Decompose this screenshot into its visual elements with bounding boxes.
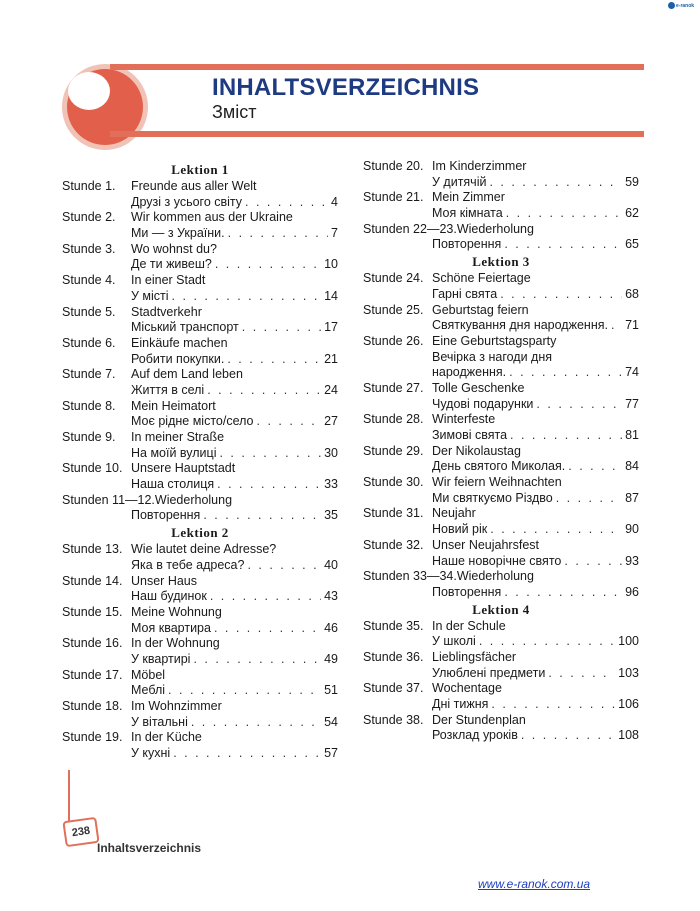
- toc-entry[interactable]: [363, 412, 639, 443]
- entry-title-uk: народження.: [432, 365, 507, 380]
- lesson-number: Stunde 6.: [62, 335, 116, 350]
- lesson-number: Stunde 24.: [363, 271, 424, 286]
- toc-entry-sub-row: [62, 558, 338, 574]
- toc-entry-title-row: [363, 159, 639, 175]
- lesson-number: Stunde 4.: [62, 273, 116, 288]
- toc-entry-title-row: [363, 475, 639, 491]
- lesson-number: Stunde 2.: [62, 210, 116, 225]
- dot-leader: [172, 289, 322, 305]
- dot-leader: [490, 522, 622, 538]
- lesson-number: Stunde 26.: [363, 333, 424, 348]
- toc-entry-title-row: [62, 305, 338, 321]
- toc-entry-title-row: [62, 574, 338, 590]
- toc-entry-title-row: [363, 271, 639, 287]
- entry-title-de: Meine Wohnung: [131, 604, 222, 619]
- dot-leader: [214, 621, 321, 637]
- toc-entry[interactable]: [62, 399, 338, 430]
- dot-leader: [257, 414, 322, 430]
- dot-leader: [210, 589, 321, 605]
- logo-icon: [668, 2, 675, 9]
- dot-leader: [228, 226, 328, 242]
- toc-entry[interactable]: [363, 303, 639, 334]
- lesson-number: Stunde 17.: [62, 667, 123, 682]
- entry-title-de: Mein Zimmer: [432, 190, 505, 205]
- entry-title-de: Wiederholung: [154, 492, 233, 507]
- page-ref: 33: [324, 477, 338, 492]
- entry-title-de: Lieblingsfächer: [432, 649, 517, 664]
- dot-leader: [215, 257, 321, 273]
- lesson-number: Stunde 31.: [363, 506, 424, 521]
- entry-title-de: Möbel: [131, 667, 166, 682]
- entry-title-uk: Улюблені предмети: [432, 665, 546, 680]
- toc-entry-sub-row: [363, 666, 639, 682]
- header-bottom-rule: [110, 131, 644, 137]
- entry-title-uk: Яка в тебе адреса?: [131, 557, 245, 572]
- page-ref: 43: [324, 589, 338, 604]
- page-ref: 35: [324, 508, 338, 523]
- dot-leader: [203, 508, 321, 524]
- toc-entry-title-row: [62, 699, 338, 715]
- lesson-number: Stunde 19.: [62, 730, 123, 745]
- entry-title-uk-line1: Вечірка з нагоди дня: [432, 349, 553, 364]
- entry-title-uk: Моя квартира: [131, 620, 211, 635]
- toc-entry[interactable]: [62, 699, 338, 730]
- entry-title-uk: Меблі: [131, 683, 166, 698]
- page-ref: 17: [324, 320, 338, 335]
- page-ref: 81: [625, 428, 639, 442]
- entry-title-uk: Ми святкуємо Різдво: [432, 490, 553, 505]
- entry-title-uk: На моїй вулиці: [131, 445, 217, 460]
- lesson-number: Stunde 37.: [363, 681, 424, 696]
- toc-entry-sub-row: [363, 554, 639, 570]
- toc-entry-title-row: [363, 538, 639, 554]
- entry-title-uk: Де ти живеш?: [131, 257, 212, 272]
- lesson-number: Stunde 36.: [363, 649, 424, 664]
- toc-entry-sub-row: [62, 715, 338, 731]
- toc-entry[interactable]: [363, 334, 639, 381]
- page-ref: 49: [324, 651, 338, 666]
- page-ref: 21: [324, 351, 338, 366]
- entry-title-de: In einer Stadt: [131, 273, 206, 288]
- lesson-number: Stunde 32.: [363, 537, 424, 552]
- page-ref: 106: [618, 697, 639, 711]
- dot-leader: [521, 728, 615, 744]
- toc-entry-sub-row: [363, 522, 639, 538]
- toc-entry-title-row: [62, 430, 338, 446]
- dot-leader: [247, 558, 321, 574]
- dot-leader: [191, 715, 321, 731]
- entry-title-de: Im Wohnzimmer: [131, 699, 222, 713]
- lesson-number: Stunde 8.: [62, 398, 116, 413]
- entry-title-de: In der Schule: [432, 618, 506, 633]
- entry-title-uk: Моє рідне місто/село: [131, 414, 254, 429]
- lesson-number: Stunde 29.: [363, 443, 424, 458]
- entry-title-uk: Наш будинок: [131, 589, 207, 604]
- toc-entry-sub-row: [363, 491, 639, 507]
- dot-leader: [536, 397, 622, 413]
- dot-leader: [491, 697, 615, 713]
- toc-entry-sub-row: [363, 728, 639, 744]
- toc-entry-sub-row: [363, 585, 639, 601]
- lesson-number: Stunde 5.: [62, 304, 116, 319]
- toc-entry-title-row: [62, 461, 338, 477]
- lesson-number: Stunde 14.: [62, 573, 123, 588]
- toc-entry-sub-row: [62, 352, 338, 368]
- toc-entry-sub-row: [363, 287, 639, 303]
- toc-entry-title-row: [62, 367, 338, 383]
- dot-leader: [193, 652, 321, 668]
- entry-title-uk: Друзі з усього світу: [131, 194, 243, 209]
- toc-entry-sub-row: [363, 397, 639, 413]
- dot-leader: [568, 459, 622, 475]
- toc-entry-title-row: [62, 179, 338, 195]
- toc-entry[interactable]: [363, 444, 639, 475]
- header-circle-cut: [68, 72, 110, 110]
- lesson-number: Stunden 33—34.: [363, 569, 457, 584]
- entry-title-uk: У дитячій: [432, 174, 487, 189]
- page-ref: 77: [625, 396, 639, 411]
- toc-entry-title-row: [62, 542, 338, 558]
- entry-title-de: In meiner Straße: [131, 430, 225, 444]
- toc-entry-sub-row: [363, 206, 639, 222]
- toc-entry-title-row: [62, 273, 338, 289]
- toc-entry-title-row: [363, 190, 639, 206]
- page-ref: 54: [324, 714, 338, 729]
- entry-title-uk: Повторення: [432, 584, 502, 599]
- toc-entry[interactable]: [62, 430, 338, 461]
- lesson-number: Stunde 13.: [62, 542, 123, 557]
- toc-entry[interactable]: [62, 367, 338, 398]
- toc-entry[interactable]: [363, 681, 639, 712]
- footer-vertical-rule: [68, 770, 70, 828]
- entry-title-de: Auf dem Land leben: [131, 367, 243, 382]
- dot-leader: [510, 428, 622, 444]
- lesson-heading: Lektion 2: [171, 525, 229, 541]
- toc-entry-sub-row: [62, 195, 338, 211]
- lesson-number: Stunde 38.: [363, 712, 424, 727]
- toc-entry-sub-row: [363, 318, 639, 334]
- toc-entry-sub-row: [62, 446, 338, 462]
- page-ref: 46: [324, 620, 338, 635]
- lesson-heading: Lektion 4: [472, 601, 530, 617]
- toc-entry-title-row: [62, 210, 338, 226]
- page-ref: 100: [618, 634, 639, 649]
- entry-title-uk: У квартирі: [131, 651, 191, 666]
- toc-entry-title-row: [363, 412, 639, 428]
- entry-title-de: Der Stundenplan: [432, 712, 526, 727]
- page-ref: 65: [625, 237, 639, 252]
- toc-entry-sub-row: [62, 414, 338, 430]
- toc-entry-sub-row: [62, 652, 338, 668]
- toc-entry-title-row: [62, 730, 338, 746]
- toc-entry[interactable]: [363, 538, 639, 569]
- entry-title-de: Wiederholung: [456, 221, 534, 236]
- toc-entry[interactable]: [363, 569, 639, 600]
- entry-title-uk: У місті: [131, 288, 169, 303]
- entry-title-de: Wir feiern Weihnachten: [432, 475, 562, 490]
- toc-entry[interactable]: [62, 730, 338, 761]
- page-ref: 71: [625, 318, 639, 333]
- toc-entry-title-row: [62, 336, 338, 352]
- entry-title-uk: У вітальні: [131, 714, 188, 729]
- page-ref: 30: [324, 445, 338, 460]
- page-ref: 24: [324, 382, 338, 397]
- page-number-badge: 238: [62, 817, 99, 847]
- toc-entry[interactable]: [363, 506, 639, 537]
- dot-leader: [168, 683, 321, 699]
- toc-entry[interactable]: [62, 273, 338, 304]
- toc-entry-sub-row: [363, 697, 639, 713]
- lesson-number: Stunde 1.: [62, 179, 116, 193]
- entry-title-de: In der Wohnung: [131, 636, 220, 651]
- entry-title-uk: Наша столиця: [131, 477, 215, 492]
- entry-title-uk: Зимові свята: [432, 428, 508, 442]
- dot-leader: [219, 446, 321, 462]
- entry-title-uk: Гарні свята: [432, 286, 498, 301]
- toc-entry-sub-row: [62, 289, 338, 305]
- dot-leader: [207, 383, 321, 399]
- toc-entry[interactable]: [363, 650, 639, 681]
- toc-entry[interactable]: [363, 381, 639, 412]
- toc-entry-sub-row: [62, 508, 338, 524]
- toc-entry-sub-row: [62, 683, 338, 699]
- entry-title-uk: Наше новорічне свято: [432, 553, 562, 568]
- toc-entry-title-row: [363, 619, 639, 635]
- toc-entry-sub-row: [363, 634, 639, 650]
- lesson-number: Stunde 18.: [62, 699, 123, 713]
- toc-entry[interactable]: [62, 461, 338, 492]
- dot-leader: [227, 352, 321, 368]
- entry-title-uk: Ми — з України.: [131, 226, 225, 241]
- entry-title-uk: День святого Миколая.: [432, 459, 566, 474]
- lesson-number: Stunde 28.: [363, 412, 424, 427]
- entry-title-de: Mein Heimatort: [131, 398, 216, 413]
- toc-entry-sub-row: [363, 428, 639, 444]
- dot-leader: [548, 666, 615, 682]
- toc-entry[interactable]: [363, 619, 639, 650]
- entry-title-de: Schöne Feiertage: [432, 271, 531, 286]
- entry-title-de: Unser Haus: [131, 573, 197, 588]
- entry-title-de: Winterfeste: [432, 412, 496, 427]
- toc-entry[interactable]: [62, 210, 338, 241]
- toc-entry[interactable]: [62, 605, 338, 636]
- dot-leader: [245, 195, 328, 211]
- toc-entry-sub-row: [62, 477, 338, 493]
- dot-leader: [479, 634, 615, 650]
- toc-entry-title-row: [62, 399, 338, 415]
- toc-entry-title-row: [363, 303, 639, 319]
- dot-leader: [504, 585, 622, 601]
- entry-title-uk: У школі: [432, 634, 476, 649]
- entry-title-uk: Дні тижня: [432, 697, 489, 711]
- lesson-number: Stunde 25.: [363, 302, 424, 317]
- page-ref: 87: [625, 490, 639, 505]
- lesson-number: Stunde 15.: [62, 604, 123, 619]
- toc-entry-title-row: [363, 569, 639, 585]
- publisher-logo: [668, 2, 694, 9]
- page-subtitle: Зміст: [212, 102, 257, 122]
- toc-entry-title-row: [363, 650, 639, 666]
- toc-entry-title-row: [363, 713, 639, 729]
- dot-leader: [489, 175, 622, 191]
- dot-leader: [611, 318, 622, 334]
- entry-title-de: Freunde aus aller Welt: [131, 179, 257, 193]
- lesson-number: Stunde 7.: [62, 367, 116, 382]
- page-ref: 4: [331, 194, 338, 209]
- entry-title-uk: Повторення: [131, 508, 201, 523]
- page-ref: 84: [625, 459, 639, 474]
- lesson-number: Stunde 27.: [363, 380, 424, 395]
- toc-entry[interactable]: [62, 542, 338, 573]
- page-ref: 93: [625, 553, 639, 568]
- toc-entry-title-row: [363, 681, 639, 697]
- page-ref: 90: [625, 522, 639, 537]
- page-ref: 7: [331, 226, 338, 241]
- page-ref: 103: [618, 665, 639, 680]
- entry-title-de: Stadtverkehr: [131, 304, 202, 319]
- dot-leader: [504, 237, 622, 253]
- dot-leader: [173, 746, 321, 762]
- toc-entry-sub-row: [62, 226, 338, 242]
- entry-title-de: Wir kommen aus der Ukraine: [131, 210, 293, 225]
- entry-title-de: Wochentage: [432, 681, 502, 696]
- entry-title-uk: Міський транспорт: [131, 320, 239, 335]
- entry-title-de: Unser Neujahrsfest: [432, 537, 539, 552]
- toc-entry[interactable]: [363, 713, 639, 744]
- entry-title-de: Eine Geburtstagsparty: [432, 333, 557, 348]
- logo-text: e-ranok: [676, 2, 695, 9]
- page-ref: 62: [625, 206, 639, 221]
- entry-title-uk: Чудові подарунки: [432, 396, 534, 411]
- toc-entry[interactable]: [363, 475, 639, 506]
- entry-title-uk: Моя кімната: [432, 206, 503, 221]
- lesson-number: Stunde 3.: [62, 241, 116, 256]
- publisher-url[interactable]: www.e-ranok.com.ua: [478, 877, 591, 891]
- toc-entry[interactable]: [363, 159, 639, 190]
- toc-entry[interactable]: [62, 668, 338, 699]
- toc-entry[interactable]: [62, 493, 338, 524]
- toc-entry[interactable]: [62, 179, 338, 210]
- toc-entry-title-row: [62, 242, 338, 258]
- entry-title-de: Wie lautet deine Adresse?: [131, 542, 277, 557]
- entry-title-de: Unsere Hauptstadt: [131, 461, 236, 476]
- entry-title-de: Im Kinderzimmer: [432, 159, 527, 173]
- page-title: INHALTSVERZEICHNIS: [212, 74, 480, 101]
- entry-title-uk: У кухні: [131, 746, 171, 761]
- dot-leader: [509, 365, 622, 381]
- toc-entry[interactable]: [62, 636, 338, 667]
- toc-entry-title-row: [62, 668, 338, 684]
- toc-entry-title-row: [363, 444, 639, 460]
- toc-entry-title-row: [363, 334, 639, 350]
- lesson-heading: Lektion 1: [171, 162, 229, 177]
- page-ref: 59: [625, 174, 639, 189]
- toc-entry[interactable]: [62, 574, 338, 605]
- lesson-number: Stunde 16.: [62, 636, 123, 651]
- page-ref: 57: [324, 746, 338, 761]
- toc-entry-sub-row: [363, 237, 639, 253]
- toc-entry-sub-row: [62, 746, 338, 762]
- page-ref: 108: [618, 728, 639, 743]
- entry-title-uk: Робити покупки.: [131, 351, 225, 366]
- toc-entry-title-row: [62, 636, 338, 652]
- dot-leader: [564, 554, 622, 570]
- toc-entry-sub-row: [62, 621, 338, 637]
- page-ref: 40: [324, 557, 338, 572]
- lesson-heading: Lektion 3: [472, 254, 530, 270]
- page-ref: 27: [324, 414, 338, 429]
- lesson-number: Stunde 10.: [62, 461, 123, 476]
- page-ref: 10: [324, 257, 338, 272]
- page-ref: 68: [625, 286, 639, 301]
- toc-entry[interactable]: [62, 305, 338, 336]
- page-ref: 74: [625, 365, 639, 380]
- entry-title-uk: Розклад уроків: [432, 728, 518, 743]
- toc-right-column: [363, 159, 639, 744]
- toc-entry[interactable]: [363, 222, 639, 253]
- lesson-number: Stunden 22—23.: [363, 221, 457, 236]
- toc-entry[interactable]: [363, 271, 639, 302]
- lesson-number: Stunde 21.: [363, 190, 424, 205]
- page-ref: 14: [324, 288, 338, 303]
- entry-title-de: Wo wohnst du?: [131, 241, 217, 256]
- entry-title-de: Wiederholung: [456, 569, 534, 584]
- entry-title-de: Geburtstag feiern: [432, 302, 529, 317]
- entry-title-de: Einkäufe machen: [131, 335, 228, 350]
- dot-leader: [242, 320, 321, 336]
- toc-entry-sub-row: [363, 175, 639, 191]
- footer-section-title: Inhaltsverzeichnis: [97, 841, 202, 855]
- lesson-number: Stunden 11—12.: [62, 492, 155, 507]
- entry-title-de: Neujahr: [432, 506, 476, 521]
- toc-entry-title-row: [363, 506, 639, 522]
- entry-title-de: Der Nikolaustag: [432, 443, 521, 458]
- toc-entry-title-row: [363, 222, 639, 238]
- entry-title-de: In der Küche: [131, 730, 202, 745]
- lesson-number: Stunde 30.: [363, 475, 424, 490]
- entry-title-uk: Життя в селі: [131, 382, 205, 397]
- entry-title-de: Tolle Geschenke: [432, 380, 525, 395]
- page-ref: 96: [625, 584, 639, 599]
- entry-title-uk: Новий рік: [432, 522, 488, 537]
- toc-left-column: [62, 161, 338, 762]
- toc-entry[interactable]: [62, 336, 338, 367]
- lesson-number: Stunde 35.: [363, 618, 424, 633]
- toc-entry-sub-row: [62, 383, 338, 399]
- dot-leader: [506, 206, 622, 222]
- toc-entry-title-row: [363, 381, 639, 397]
- toc-entry-sub-row: [62, 589, 338, 605]
- toc-entry-title-row: [62, 493, 338, 509]
- toc-entry-sub-row: [363, 365, 639, 381]
- toc-entry[interactable]: [62, 242, 338, 273]
- dot-leader: [217, 477, 321, 493]
- header-top-rule: [110, 64, 644, 70]
- entry-title-uk: Повторення: [432, 237, 502, 252]
- toc-entry[interactable]: [363, 190, 639, 221]
- dot-leader: [556, 491, 622, 507]
- lesson-number: Stunde 9.: [62, 430, 116, 444]
- entry-title-uk: Святкування дня народження.: [432, 318, 608, 333]
- page-ref: 51: [324, 683, 338, 698]
- dot-leader: [500, 287, 622, 303]
- toc-entry-title-row: [62, 605, 338, 621]
- lesson-number: Stunde 20.: [363, 159, 424, 173]
- toc-entry-sub-row: [62, 257, 338, 273]
- toc-entry-sub-row: [62, 320, 338, 336]
- toc-entry-sub-row: [363, 459, 639, 475]
